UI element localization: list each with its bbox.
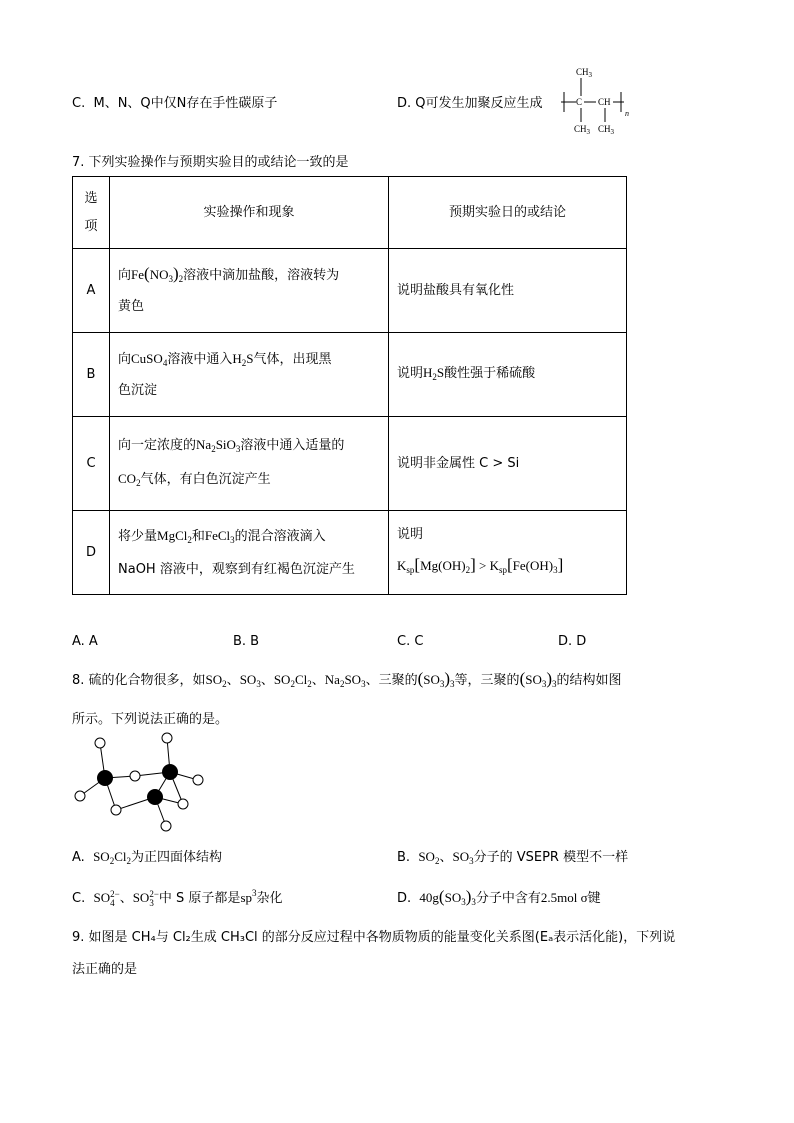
row-conclusion: 说明 $K_{sp}[Mg(OH)_2] > K_{sp}[Fe(OH)_3]$ — [389, 511, 627, 595]
formula-na2sio3: $Na_2SiO_3$ — [196, 436, 241, 454]
oxygen-atom — [193, 775, 203, 785]
oxygen-atom — [95, 738, 105, 748]
so3-trimer-structure — [70, 730, 210, 835]
q9-stem-line1: 9. 如图是 CH₄与 Cl₂生成 CH₃Cl 的部分反应过程中各物质物质的能量变化关系图(Eₐ表示活化能)，下列说 — [72, 930, 676, 945]
q6-option-c: C. M、N、Q中仅N存在手性碳原子 — [72, 96, 278, 111]
header-option: 选 项 — [73, 177, 110, 249]
polymer-n: n — [625, 109, 629, 118]
oxygen-atom — [111, 805, 121, 815]
sulfur-atom — [162, 764, 178, 780]
q6-option-d: D. Q可发生加聚反应生成 — [397, 96, 543, 111]
q8-stem-line1: 8. 硫的化合物很多，如$SO_2$、$SO_3$、$SO_2Cl_2$、$Na_2SO_3$、三聚的$(SO_3)_3$等，三聚的$(SO_3)_3$的结构如图 — [72, 669, 622, 689]
oxygen-atom — [130, 771, 140, 781]
row-conclusion: 说明$H_2S$酸性强于稀硫酸 — [389, 333, 627, 417]
q8-option-b: B. $SO_2$、$SO_3$分子的 VSEPR 模型不一样 — [397, 849, 629, 866]
table-header-row — [73, 177, 627, 249]
row-option: D — [73, 511, 110, 595]
header-conclusion: 预期实验日的或结论 — [389, 177, 627, 249]
row-option: A — [73, 249, 110, 333]
row-option: C — [73, 417, 110, 511]
formula-h2s: $H_2S$ — [423, 364, 445, 382]
formula-fe-no3-2: $Fe(NO_3)_2$ — [131, 264, 184, 284]
q7-stem: 7. 下列实验操作与预期实验目的或结论一致的是 — [72, 155, 349, 170]
oxygen-atom — [178, 799, 188, 809]
sulfur-atom — [147, 789, 163, 805]
q8-option-c: C. SO2− 4 、SO2− 3 中 S 原子都是$sp^3$杂化 — [72, 888, 283, 909]
oxygen-atom — [161, 821, 171, 831]
q8-option-a: A. $SO_2Cl_2$为正四面体结构 — [72, 849, 222, 866]
row-option: B — [73, 333, 110, 417]
q7-answer-b: B. B — [233, 634, 260, 649]
row-operation: 向$Fe(NO_3)_2$溶液中滴加盐酸，溶液转为 黄色 — [110, 249, 389, 333]
table-row — [73, 511, 627, 595]
q9-stem-line2: 法正确的是 — [72, 962, 138, 977]
polymer-structure — [558, 64, 638, 138]
q7-table — [72, 176, 627, 595]
q7-answer-c: C. C — [397, 634, 424, 649]
sulfur-atom — [97, 770, 113, 786]
row-operation: 将少量MgCl$_2$和FeCl$_3$的混合溶液滴入 NaOH 溶液中，观察到有红褐色沉淀产生 — [110, 511, 389, 595]
table-row — [73, 333, 627, 417]
header-operation: 实验操作和现象 — [110, 177, 389, 249]
q8-stem-line2: 所示。下列说法正确的是。 — [72, 712, 229, 727]
oxygen-atom — [75, 791, 85, 801]
row-conclusion: 说明盐酸具有氧化性 — [389, 249, 627, 333]
formula-co2: $CO_2$ — [118, 470, 141, 488]
q7-answer-a: A. A — [72, 634, 98, 649]
formula-mgcl2: MgCl$_2$ — [157, 527, 192, 545]
oxygen-atom — [162, 733, 172, 743]
polymer-bottom-right: $CH_3$ — [598, 124, 615, 136]
polymer-bottom-left: $CH_3$ — [574, 124, 591, 136]
formula-fecl3: FeCl$_3$ — [204, 527, 235, 545]
row-operation: 向CuSO$_4$溶液中通入$H_2S$气体，出现黑 色沉淀 — [110, 333, 389, 417]
formula-ksp-compare: $K_{sp}[Mg(OH)_2] > K_{sp}[Fe(OH)_3]$ — [397, 555, 564, 575]
row-operation: 向一定浓度的$Na_2SiO_3$溶液中通入适量的 $CO_2$气体，有白色沉淀产生 — [110, 417, 389, 511]
formula-h2s: $H_2S$ — [232, 350, 254, 368]
table-row — [73, 417, 627, 511]
polymer-top-ch3: $CH_3$ — [576, 67, 593, 79]
polymer-ch: CH — [598, 97, 611, 107]
table-row — [73, 249, 627, 333]
polymer-c: C — [576, 97, 583, 107]
q7-answer-d: D. D — [558, 634, 587, 649]
formula-cuso4: CuSO$_4$ — [131, 350, 168, 368]
q8-option-d: D. $40g(SO_3)_3$分子中含有2.5mol σ键 — [397, 887, 601, 907]
row-conclusion: 说明非金属性 C > Si — [389, 417, 627, 511]
